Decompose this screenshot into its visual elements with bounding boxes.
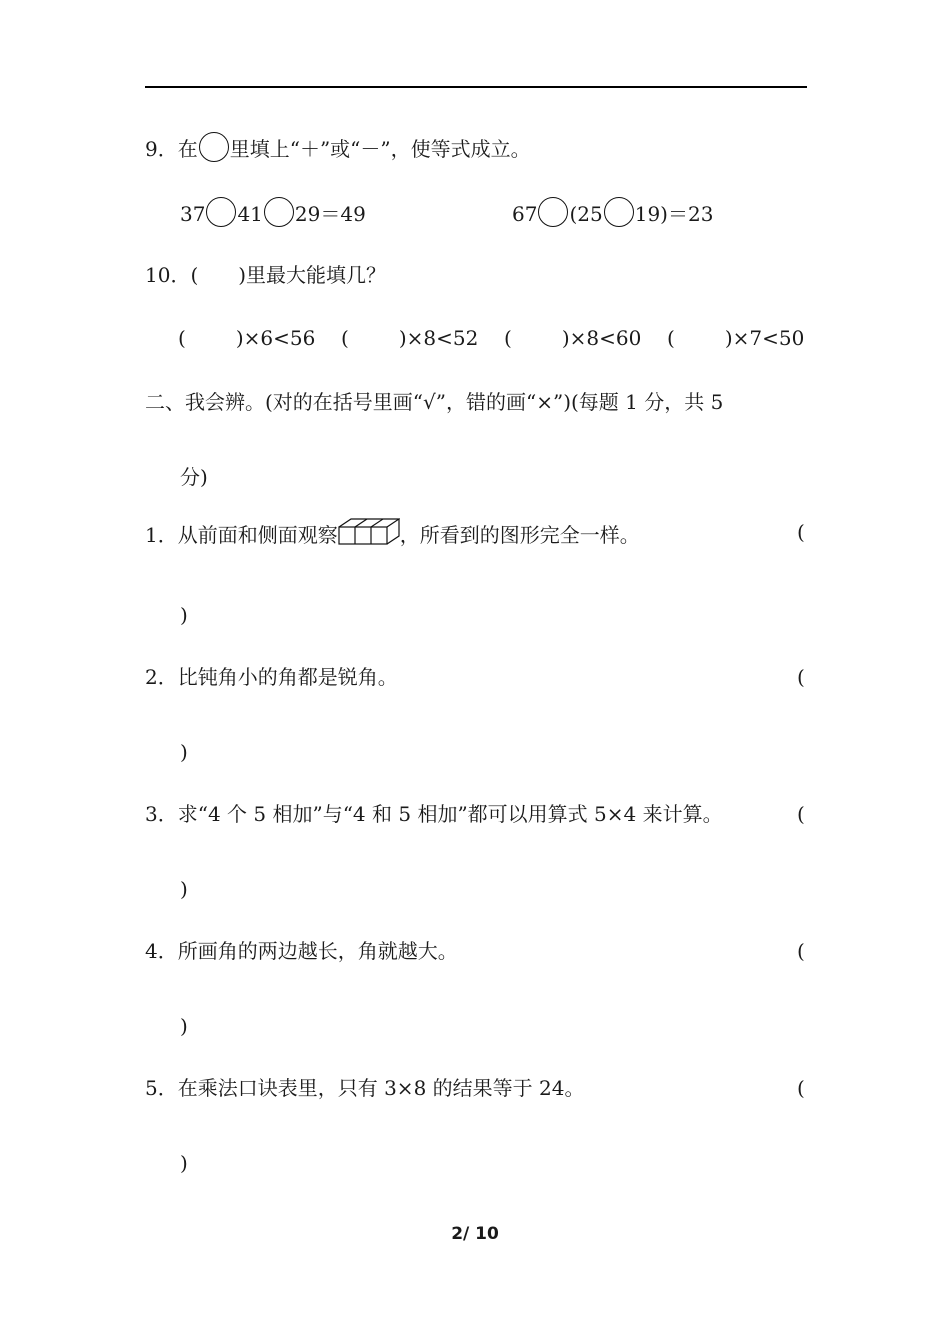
section2-heading: 二、我会辨。(对的在括号里画“√”，错的画“×”)(每题 1 分，共 5 (145, 390, 724, 414)
page-number: 2/ 10 (451, 1224, 499, 1244)
eq2-c: 19)＝23 (634, 202, 714, 226)
judge-item-1 (145, 518, 640, 549)
judge-3-paren-open[interactable]: ( (797, 802, 805, 826)
answer-circle[interactable] (206, 197, 236, 227)
judge-item-2: 2．比钝角小的角都是锐角。 (145, 665, 398, 689)
eq1-b: 41 (237, 202, 263, 226)
paren-open: ( (341, 326, 349, 350)
judge-3-paren-close[interactable]: ) (180, 877, 188, 901)
cuboid-blocks-icon (338, 518, 400, 546)
judge-1-paren-open[interactable]: ( (797, 520, 805, 544)
header-rule (145, 86, 807, 88)
judge-item-5: 5．在乘法口诀表里，只有 3×8 的结果等于 24。 (145, 1076, 585, 1100)
answer-circle[interactable] (538, 197, 568, 227)
answer-circle[interactable] (264, 197, 294, 227)
eq2-a: 67 (512, 202, 538, 226)
judge-2-paren-open[interactable]: ( (797, 665, 805, 689)
paren-close: )×6<56 (235, 326, 316, 350)
section2-heading-cont: 分) (180, 465, 208, 489)
eq1-a: 37 (180, 202, 206, 226)
judge-2-paren-close[interactable]: ) (180, 740, 188, 764)
judge-1-before: 1．从前面和侧面观察 (145, 523, 338, 547)
paren-close: )×8<60 (561, 326, 642, 350)
paren-open: ( (504, 326, 512, 350)
q10-item-2 (341, 324, 478, 352)
paren-close: )×8<52 (398, 326, 479, 350)
circle-icon (199, 132, 229, 162)
eq2-b: (25 (569, 202, 603, 226)
eq1-c: 29＝49 (294, 202, 366, 226)
judge-1-after: ，所看到的图形完全一样。 (399, 523, 640, 547)
judge-item-4: 4．所画角的两边越长，角就越大。 (145, 939, 458, 963)
judge-5-paren-close[interactable]: ) (180, 1151, 188, 1175)
q10-item-1 (178, 324, 315, 352)
judge-item-3: 3．求“4 个 5 相加”与“4 和 5 相加”都可以用算式 5×4 来计算。 (145, 802, 723, 826)
q10-item-4 (667, 324, 804, 352)
judge-4-paren-close[interactable]: ) (180, 1014, 188, 1038)
judge-4-paren-open[interactable]: ( (797, 939, 805, 963)
q10-item-3 (504, 324, 641, 352)
paren-close: )×7<50 (724, 326, 805, 350)
q9-equation-1 (180, 197, 366, 228)
q9-equation-2 (512, 197, 713, 228)
q10-title: 10．( )里最大能填几？ (145, 263, 387, 287)
judge-5-paren-open[interactable]: ( (797, 1076, 805, 1100)
answer-circle[interactable] (604, 197, 634, 227)
paren-open: ( (667, 326, 675, 350)
q9-instruction (145, 132, 531, 163)
q9-prefix: 9．在 (145, 137, 198, 161)
paren-open: ( (178, 326, 186, 350)
judge-1-paren-close[interactable]: ) (180, 603, 188, 627)
q9-suffix: 里填上“＋”或“－”，使等式成立。 (229, 137, 531, 161)
